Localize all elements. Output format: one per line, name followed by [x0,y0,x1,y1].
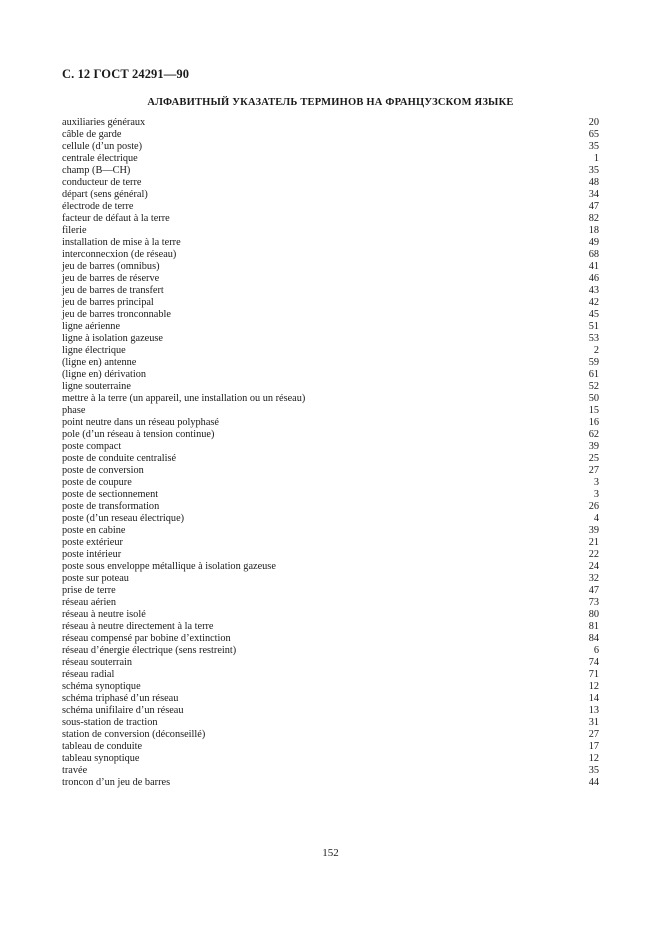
index-page-ref: 73 [588,597,599,608]
index-page-ref: 49 [588,237,599,248]
index-term: schéma synoptique [62,681,141,692]
index-page-ref: 21 [588,537,599,548]
index-entry [62,633,599,645]
index-page-ref: 39 [588,525,599,536]
index-entry [62,405,599,417]
index-page-ref: 81 [588,621,599,632]
index-entry [62,321,599,333]
index-entry [62,429,599,441]
index-page-ref: 31 [588,717,599,728]
index-term: schéma unifilaire d’un réseau [62,705,184,716]
index-entry [62,357,599,369]
index-page-ref: 82 [588,213,599,224]
index-page-ref: 61 [588,369,599,380]
index-entry [62,453,599,465]
index-page-ref: 41 [588,261,599,272]
index-term: poste sur poteau [62,573,129,584]
index-term: réseau aérien [62,597,117,608]
index-entry [62,345,599,357]
index-entry [62,621,599,633]
index-page-ref: 27 [588,729,599,740]
index-term: ligne à isolation gazeuse [62,333,163,344]
index-term: réseau souterrain [62,657,133,668]
page-header: С. 12 ГОСТ 24291—90 [62,67,190,81]
index-term: électrode de terre [62,201,134,212]
index-page-ref: 17 [588,741,599,752]
index-page-ref: 15 [588,405,599,416]
index-entry [62,681,599,693]
index-entry [62,753,599,765]
index-entry [62,609,599,621]
index-term: poste extérieur [62,537,123,548]
index-term: réseau d’énergie électrique (sens restreint) [62,645,237,656]
index-page-ref: 35 [588,165,599,176]
index-page-ref: 47 [588,201,599,212]
index-page-ref: 6 [593,645,599,656]
index-entry [62,705,599,717]
index-term: départ (sens général) [62,189,148,200]
index-entry [62,561,599,573]
index-term: pole (d’un réseau à tension continue) [62,429,215,440]
index-entry [62,237,599,249]
index-entry [62,465,599,477]
index-term: conducteur de terre [62,177,142,188]
index-entry [62,165,599,177]
index-entry [62,285,599,297]
index-page-ref: 53 [588,333,599,344]
index-entry [62,573,599,585]
index-entry [62,741,599,753]
index-page-ref: 12 [588,681,599,692]
index-term: réseau radial [62,669,115,680]
index-page-ref: 71 [588,669,599,680]
index-page-ref: 51 [588,321,599,332]
index-entry [62,513,599,525]
index-term: (ligne en) antenne [62,357,137,368]
index-entry [62,777,599,789]
index-entry [62,585,599,597]
index-term: troncon d’un jeu de barres [62,777,171,788]
index-page-ref: 46 [588,273,599,284]
index-term: interconnecxion (de réseau) [62,249,177,260]
index-page-ref: 50 [588,393,599,404]
index-entry [62,501,599,513]
index-term: poste de coupure [62,477,132,488]
index-entry [62,249,599,261]
index-term: champ (B—CH) [62,165,131,176]
index-page-ref: 34 [588,189,599,200]
index-term: facteur de défaut à la terre [62,213,170,224]
index-title: АЛФАВИТНЫЙ УКАЗАТЕЛЬ ТЕРМИНОВ НА ФРАНЦУЗСКОМ ЯЗЫКЕ [147,97,514,108]
index-entry [62,537,599,549]
index-term: poste de sectionnement [62,489,159,500]
index-entry [62,669,599,681]
index-term: jeu de barres tronconnable [62,309,171,320]
index-term: (ligne en) dérivation [62,369,147,380]
index-page-ref: 1 [593,153,599,164]
index-entry [62,549,599,561]
index-term: installation de mise à la terre [62,237,181,248]
index-entry [62,477,599,489]
index-entry [62,417,599,429]
index-page-ref: 42 [588,297,599,308]
index-entry [62,129,599,141]
index-term: centrale électrique [62,153,138,164]
index-term: auxiliaries généraux [62,117,146,128]
index-term: travée [62,765,88,776]
index-entry [62,225,599,237]
index-page-ref: 13 [588,705,599,716]
index-page-ref: 27 [588,465,599,476]
index-entry [62,729,599,741]
index-entry [62,117,599,129]
index-entry [62,693,599,705]
index-term: station de conversion (déconseillé) [62,729,206,740]
index-page-ref: 68 [588,249,599,260]
index-page-ref: 62 [588,429,599,440]
page-number: 152 [322,847,339,859]
index-page-ref: 35 [588,765,599,776]
index-entry [62,597,599,609]
index-page-ref: 22 [588,549,599,560]
index-entry [62,645,599,657]
index-page-ref: 43 [588,285,599,296]
index-entry [62,177,599,189]
index-term: filerie [62,225,87,236]
index-entry [62,201,599,213]
index-page-ref: 44 [588,777,599,788]
index-term: cellule (d’un poste) [62,141,143,152]
index-page-ref: 84 [588,633,599,644]
index-page-ref: 48 [588,177,599,188]
index-term: phase [62,405,86,416]
index-entry [62,297,599,309]
index-page-ref: 47 [588,585,599,596]
index-entry [62,189,599,201]
index-page-ref: 18 [588,225,599,236]
index-term: poste sous enveloppe métallique à isolation gazeuse [62,561,276,572]
index-term: câble de garde [62,129,122,140]
index-list [62,117,599,789]
index-term: poste intérieur [62,549,122,560]
index-entry [62,441,599,453]
index-page-ref: 14 [588,693,599,704]
index-page-ref: 24 [588,561,599,572]
index-entry [62,213,599,225]
index-entry [62,333,599,345]
index-page-ref: 3 [593,477,599,488]
index-term: tableau synoptique [62,753,140,764]
index-term: tableau de conduite [62,741,143,752]
index-page-ref: 74 [588,657,599,668]
index-page-ref: 80 [588,609,599,620]
index-term: réseau compensé par bobine d’extinction [62,633,231,644]
index-entry [62,525,599,537]
index-entry [62,393,599,405]
index-entry [62,489,599,501]
index-term: point neutre dans un réseau polyphasé [62,417,219,428]
index-term: poste de transformation [62,501,160,512]
index-term: poste compact [62,441,122,452]
index-term: ligne aérienne [62,321,121,332]
index-entry [62,261,599,273]
index-term: poste de conduite centralisé [62,453,177,464]
index-term: schéma triphasé d’un réseau [62,693,179,704]
index-term: jeu de barres de réserve [62,273,160,284]
index-page-ref: 4 [593,513,599,524]
index-page-ref: 59 [588,357,599,368]
index-page-ref: 52 [588,381,599,392]
index-page-ref: 12 [588,753,599,764]
index-page-ref: 39 [588,441,599,452]
index-term: jeu de barres de transfert [62,285,164,296]
index-page-ref: 2 [593,345,599,356]
index-term: mettre à la terre (un appareil, une installation ou un réseau) [62,393,306,404]
index-entry [62,717,599,729]
index-entry [62,381,599,393]
index-term: poste (d’un reseau électrique) [62,513,185,524]
index-entry [62,765,599,777]
index-term: jeu de barres (omnibus) [62,261,160,272]
index-term: ligne souterraine [62,381,131,392]
index-page-ref: 65 [588,129,599,140]
index-entry [62,141,599,153]
index-entry [62,657,599,669]
index-page-ref: 20 [588,117,599,128]
index-entry [62,153,599,165]
index-entry [62,369,599,381]
index-page-ref: 35 [588,141,599,152]
index-page-ref: 25 [588,453,599,464]
index-term: poste en cabine [62,525,126,536]
index-page-ref: 32 [588,573,599,584]
index-page-ref: 45 [588,309,599,320]
index-entry [62,309,599,321]
index-page-ref: 16 [588,417,599,428]
index-page-ref: 3 [593,489,599,500]
index-term: ligne électrique [62,345,126,356]
index-term: poste de conversion [62,465,144,476]
index-term: sous-station de traction [62,717,158,728]
index-page-ref: 26 [588,501,599,512]
index-term: jeu de barres principal [62,297,154,308]
index-term: réseau à neutre directement à la terre [62,621,214,632]
index-term: réseau à neutre isolé [62,609,146,620]
index-term: prise de terre [62,585,116,596]
index-entry [62,273,599,285]
